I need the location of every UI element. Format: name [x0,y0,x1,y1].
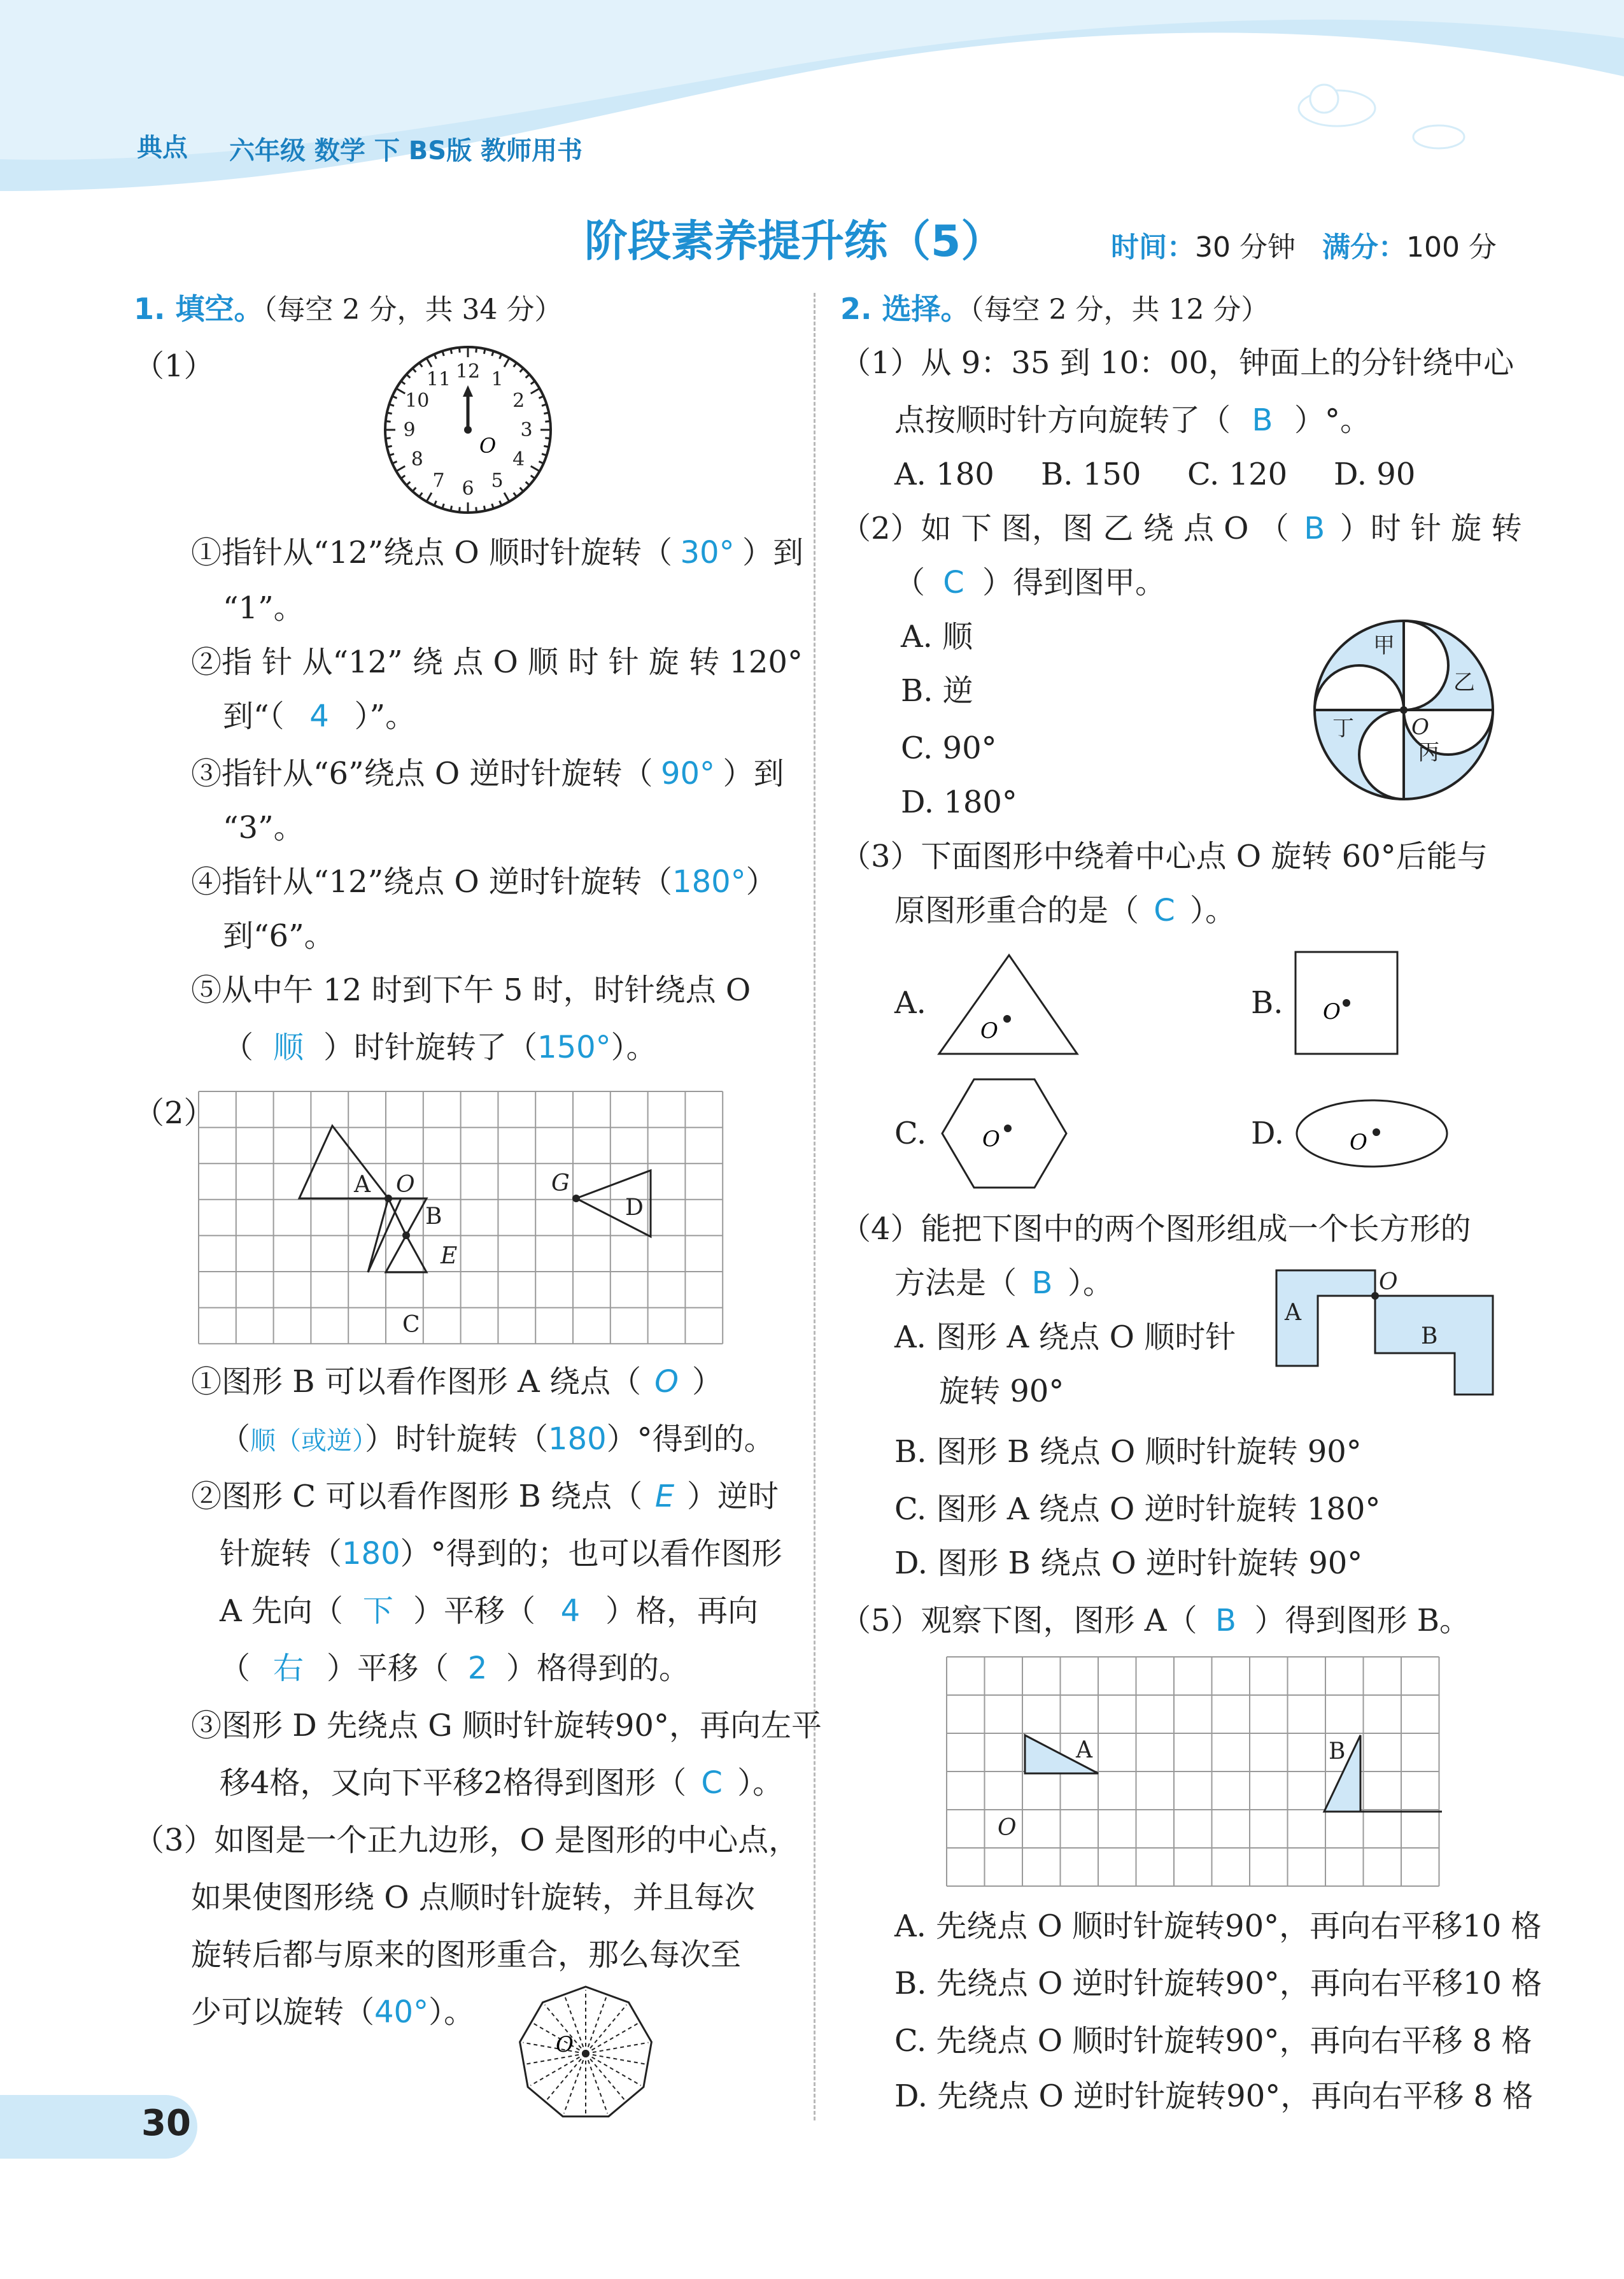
item-text: ⑤从中午 12 时到下午 5 时，时针绕点 O [191,972,751,1008]
svg-text:O: O [1379,1269,1398,1295]
s4-line2: 方法是（ B ）。 [894,1265,1114,1301]
item-text: ）到 [742,535,804,571]
cloud-icon [1299,85,1464,148]
item-text: ④指针从“12”绕点 O 逆时针旋转（ [191,864,673,900]
p1-item-4 [191,863,777,901]
q2-title: 2. 选择。 [840,292,970,326]
s5-opt-a: A. 先绕点 O 顺时针旋转90°，再向右平移10 格 [894,1908,1542,1944]
page-title: 阶段素养提升练（5） [584,217,1005,267]
p1-item-3-line2 [223,809,304,847]
triangle-option [936,952,1082,1060]
p1-item-2 [191,643,803,681]
s3-opt-d: D. [1251,1116,1285,1151]
clock-number: 2 [512,390,525,412]
p1-item-3 [191,755,784,793]
svg-text:A: A [1285,1300,1301,1326]
q2-heading [840,290,1269,329]
item-text: ①指针从“12”绕点 O 顺时针旋转（ [191,535,673,571]
item-answer: 4 [309,699,329,734]
q1-p1-label: （1） [134,348,215,384]
q1-title: 1. 填空。 [134,292,264,326]
item-text: 到“6”。 [223,918,335,954]
clock-number: 5 [491,469,504,492]
svg-text:O: O [556,2032,574,2057]
item-answer: 30° [680,535,735,571]
p3-line3: 旋转后都与原来的图形重合，那么每次至 [191,1937,742,1973]
s3-opt-a: A. [894,985,926,1021]
clock-number: 10 [405,390,430,412]
item-text: ）到 [723,756,784,792]
s3-line1: （3）下面图形中绕着中心点 O 旋转 60°后能与 [840,839,1488,874]
svg-text:O: O [982,1126,1000,1152]
column-divider [814,293,816,2120]
s5-line1: （5）观察下图，图形 A（ B ）得到图形 B。 [840,1603,1471,1638]
p1-item-1 [191,534,803,572]
clock-number: 4 [512,448,525,471]
s2-opt-c: C. 90° [901,730,997,766]
p2-item1: ①图形 B 可以看作图形 A 绕点（ O ） [191,1364,723,1400]
p2-item1b: （顺（或逆））时针旋转（180）°得到的。 [220,1421,775,1457]
shape-A [299,1126,388,1198]
s4-opt-b: B. 图形 B 绕点 O 顺时针旋转 90° [894,1434,1362,1470]
svg-text:丁: 丁 [1332,716,1354,741]
score-value: 100 分 [1406,231,1497,264]
s2-opt-a: A. 顺 [901,619,973,655]
s1-options: A. 180 B. 150 C. 120 D. 90 [894,457,1416,492]
item-answer: 150° [537,1030,611,1065]
p1-item-4-line2 [223,917,335,955]
s2-opt-b: B. 逆 [901,673,973,709]
s3-line2: 原图形重合的是（ C ）。 [894,893,1236,928]
shape-B [388,1198,427,1235]
p2-item3: ③图形 D 先绕点 G 顺时针旋转90°，再向左平 [191,1708,822,1743]
svg-text:G: G [551,1170,570,1196]
clock-number: 6 [462,478,474,500]
svg-text:乙: 乙 [1453,670,1475,695]
clock-center-label: O [479,434,497,458]
item-text: “3”。 [223,810,304,846]
svg-text:O: O [1350,1130,1367,1155]
logo-mark: 典点 [137,133,188,162]
p3-line2: 如果使图形绕 O 点顺时针旋转，并且每次 [191,1880,755,1915]
ellipse-option [1292,1095,1451,1172]
p2-item3b: 移4格，又向下平移2格得到图形（ C ）。 [220,1765,784,1801]
item-text: ③指针从“6”绕点 O 逆时针旋转（ [191,756,653,792]
item-text: ）时针旋转了（ [323,1030,538,1065]
s4-line1: （4）能把下图中的两个图形组成一个长方形的 [840,1211,1471,1247]
s4-opt-c: C. 图形 A 绕点 O 逆时针旋转 180° [894,1491,1381,1527]
q1-note: （每空 2 分，共 34 分） [263,294,563,326]
s2-line1: （2）如 下 图，图 乙 绕 点 O （ B ）时 针 旋 转 [840,511,1522,546]
s3-opt-b: B. [1251,985,1283,1021]
item-answer: 顺 [273,1030,304,1065]
p2-item2c: A 先向（ 下 ）平移（ 4 ）格，再向 [220,1593,758,1629]
p1-item-5 [191,971,751,1009]
item-text: ）”。 [354,699,416,734]
s4-opt-a2: 旋转 90° [939,1374,1064,1409]
svg-text:B: B [1329,1738,1346,1764]
s1-line2: 点按顺时针方向旋转了（ B ）°。 [894,402,1371,438]
s2-line2: （ C ）得到图甲。 [894,565,1166,600]
clock-number: 7 [432,469,445,492]
item-text: 到“（ [223,699,285,734]
item-answer: 180° [672,864,746,900]
s2-opt-d: D. 180° [901,785,1017,820]
clock-diagram [379,341,557,519]
item-text: “1”。 [223,590,304,626]
shape-C [386,1235,427,1272]
hexagon-option [939,1076,1073,1191]
q2-note: （每空 2 分，共 12 分） [970,294,1269,326]
s5-opt-c: C. 先绕点 O 顺时针旋转90°，再向右平移 8 格 [894,2023,1532,2059]
svg-text:O: O [1323,999,1341,1025]
nonagon-diagram [512,1980,659,2127]
time-label: 时间： [1111,231,1195,264]
clock-number: 9 [403,419,416,441]
clock-number: 12 [455,360,481,383]
q1-p2-label: （2） [134,1095,215,1131]
svg-text:A: A [354,1172,371,1198]
page-number: 30 [141,2103,191,2144]
item-answer: 90° [660,756,716,792]
svg-text:O: O [998,1815,1017,1841]
s3-opt-c: C. [894,1116,927,1151]
item-text: ）。 [611,1030,657,1065]
book-info: 六年级 数学 下 BS版 教师用书 [229,136,583,166]
p2-item2d: （ 右 ）平移（ 2 ）格得到的。 [220,1651,690,1686]
clock-number: 3 [520,419,533,441]
svg-text:甲: 甲 [1373,633,1395,658]
s5-opt-b: B. 先绕点 O 逆时针旋转90°，再向右平移10 格 [894,1966,1543,2001]
svg-text:丙: 丙 [1418,740,1439,765]
s1-line1: （1）从 9：35 到 10：00，钟面上的分针绕中心 [840,345,1515,381]
score-label: 满分： [1322,231,1406,264]
p2-item2b: 针旋转（180）°得到的；也可以看作图形 [220,1536,782,1572]
s5-opt-d: D. 先绕点 O 逆时针旋转90°，再向右平移 8 格 [894,2078,1534,2114]
p1-item-5-line2 [223,1028,657,1067]
svg-text:A: A [1076,1737,1092,1763]
svg-text:D: D [625,1195,644,1221]
q1-heading [134,290,562,329]
clock-number: 11 [426,368,451,391]
l-shapes-diagram [1273,1264,1499,1398]
svg-text:B: B [425,1203,442,1230]
svg-text:O: O [980,1018,998,1044]
svg-text:B: B [1421,1323,1438,1349]
clock-number: 8 [411,448,423,471]
square-option [1292,949,1404,1060]
rotation-grid-diagram [945,1656,1442,1891]
item-text: ） [745,864,777,900]
svg-text:O: O [1411,714,1429,740]
p3-line1: （3）如图是一个正九边形，O 是图形的中心点， [134,1822,800,1858]
svg-text:C: C [402,1312,420,1338]
item-text: （ [223,1030,254,1065]
p3-line4: 少可以旋转（40°）。 [191,1994,475,2030]
time-value: 30 分钟 [1195,231,1296,264]
item-text: ②指 针 从“12” 绕 点 O 顺 时 针 旋 转 120° [191,644,803,680]
svg-text:O: O [396,1172,415,1198]
clock-number: 1 [491,368,504,391]
svg-text:E: E [441,1243,458,1269]
s4-opt-d: D. 图形 B 绕点 O 逆时针旋转 90° [894,1545,1363,1581]
pinwheel-diagram [1308,614,1499,806]
time-info [1111,224,1497,265]
p1-item-2-line2 [223,697,416,735]
p1-item-1-line2 [223,589,304,627]
grid-diagram [197,1090,729,1345]
s4-opt-a: A. 图形 A 绕点 O 顺时针 [894,1319,1236,1355]
p2-item2: ②图形 C 可以看作图形 B 绕点（ E ）逆时 [191,1479,779,1514]
